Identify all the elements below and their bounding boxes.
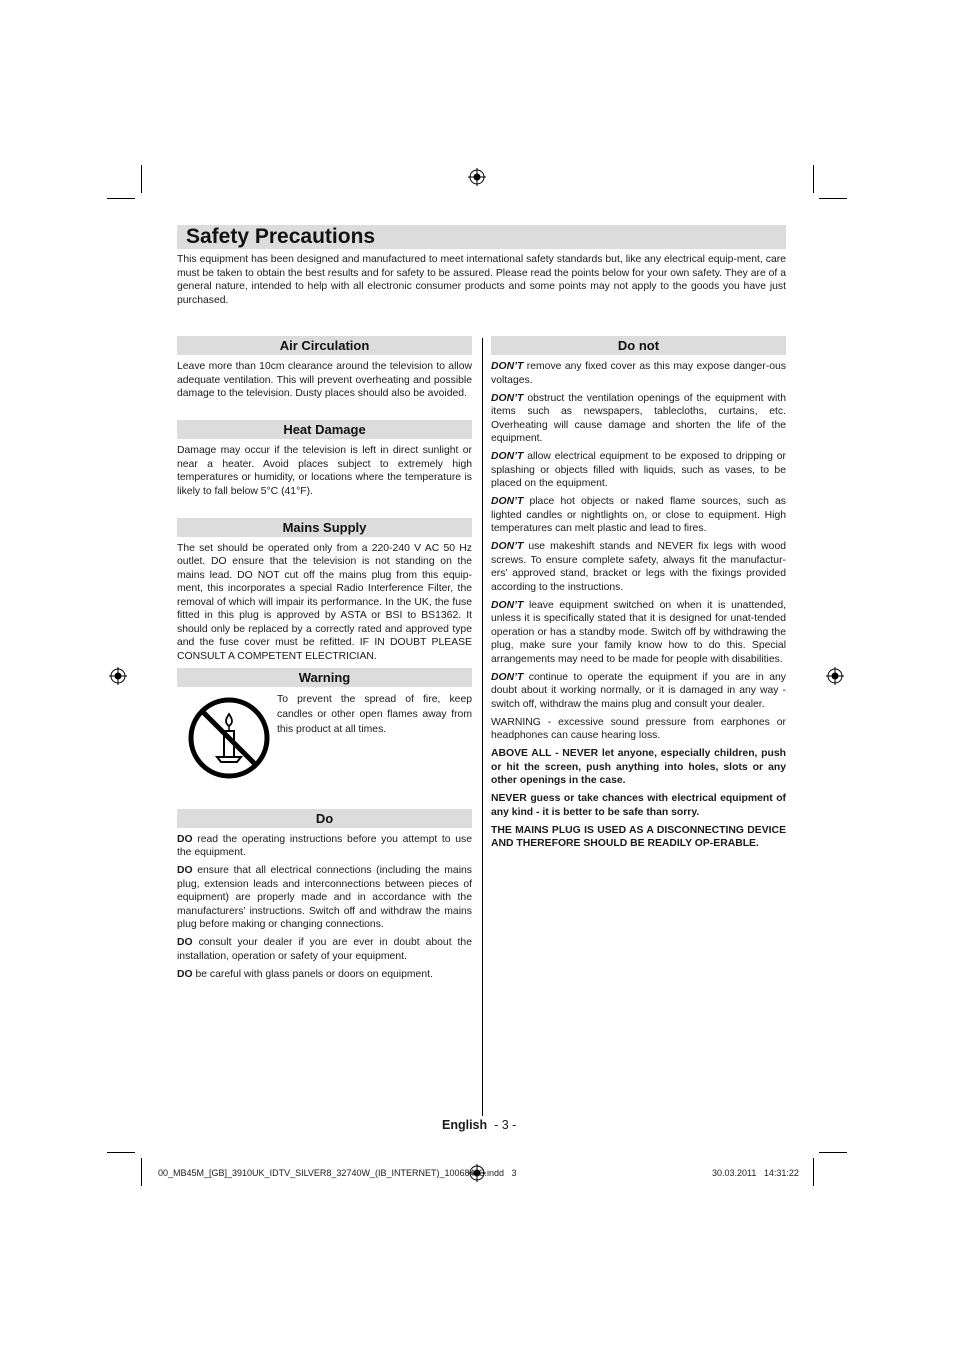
section-heading-do: Do [177,809,472,828]
crop-mark [107,198,135,199]
crop-mark [107,1152,135,1153]
registration-mark-icon [109,667,127,685]
page-title: Safety Precautions [186,225,376,248]
crop-mark [141,1158,142,1186]
dont-item: DON’T obstruct the ventilation openings of the equipment with items such as newspapers, tablecloths, curtains, etc. Overheating will cause damage and shorten the life of the equipment. [491,392,786,444]
do-item: DO ensure that all electrical connections (including the mains plug, extension leads and interconnections between pieces of equipment) are properly made and in accordance with the manufacturers’ instructions. Switch off and withdraw the mains plug before making or changing connections. [177,865,472,930]
mains-supply-text: The set should be operated only from a 220-240 V AC 50 Hz outlet. DO ensure that the television is not standing on the mains lead. DO NOT cut off the mains plug from this equip-ment, this incorporates a special Radio Interference Filter, the removal of which will impair its performance. In the UK, the fuse fitted in this plug is approved by ASTA or BSI to BS1362. It should only be replaced by a correctly rated and approved type and the fuse cover must be refitted. IF IN DOUBT PLEASE CONSULT A COMPETENT ELECTRICIAN. [177,542,472,662]
right-column [491,336,786,855]
print-date-time: 30.03.2011 14:31:22 [712,1168,799,1178]
dont-item: DON’T leave equipment switched on when it is unattended, unless it is specifically stated that it is designed for unat-tended operation or has a standby mode. Switch off by withdrawing the plug, make sure your family know how to do this. Special arrangements may need to be made for people with disabilities. [491,599,786,665]
crop-mark [813,165,814,193]
do-item: DO read the operating instructions before you attempt to use the equipment. [177,833,472,858]
registration-mark-icon [826,667,844,685]
registration-mark-icon [468,168,486,186]
page-title-bar [177,225,786,249]
above-all-text: ABOVE ALL - NEVER let anyone, especially children, push or hit the screen, push anything into holes, slots or any other openings in the case. [491,748,786,786]
dont-item: DON’T use makeshift stands and NEVER fix legs with wood screws. To ensure complete safety, always fit the manufactur-ers’ approved stand, bracket or legs with the fixings provided according to the instructions. [491,541,786,593]
section-heading-air-circulation: Air Circulation [177,336,472,355]
intro-paragraph: This equipment has been designed and manufactured to meet international safety standards but, like any electrical equip-ment, care must be taken to obtain the best results and for safety to be assured. Please read the points below for your own safety. They are of a general nature, intended to help with all electronic consumer products and some points may not apply to the goods you have just purchased. [177,254,786,306]
dont-keyword: DON’T [491,599,524,611]
section-heading-mains-supply: Mains Supply [177,518,472,537]
page-number: - 3 - [494,1118,517,1132]
dont-keyword: DON’T [491,541,524,552]
page-footer [442,1118,516,1133]
do-keyword: DO [177,865,193,876]
warning-text-wrap [277,692,472,785]
dont-keyword: DON’T [491,451,524,462]
do-keyword: DO [177,833,193,845]
mains-plug-text: THE MAINS PLUG IS USED AS A DISCONNECTING DEVICE AND THEREFORE SHOULD BE READILY OP-ERABLE. [491,824,786,849]
crop-mark [813,1158,814,1186]
dont-item: DON’T remove any fixed cover as this may expose danger-ous voltages. [491,361,786,386]
section-heading-heat-damage: Heat Damage [177,420,472,439]
warning-body [177,692,472,785]
no-open-flame-icon [187,696,271,780]
file-slug: 00_MB45M_[GB]_3910UK_IDTV_SILVER8_32740W_(IB_INTERNET)_10068433.indd 3 [158,1168,517,1178]
dont-keyword: DON’T [491,361,524,372]
column-divider [482,338,483,1116]
dont-item: DON’T allow electrical equipment to be exposed to dripping or splashing or objects filled with liquids, such as vases, to be placed on the equipment. [491,451,786,489]
dont-item: DON’T continue to operate the equipment if you are in any doubt about it working normally, or it is damaged in any way - switch off, withdraw the mains plug and consult your dealer. [491,671,786,710]
air-circulation-text: Leave more than 10cm clearance around the television to allow adequate ventilation. This will prevent overheating and possible damage to the television. Dusty places should also be avoided. [177,361,472,399]
hearing-warning-text: WARNING - excessive sound pressure from earphones or headphones can cause hearing loss. [491,716,786,741]
do-item: DO consult your dealer if you are ever in doubt about the installation, operation or safety of your equipment. [177,937,472,962]
heat-damage-text: Damage may occur if the television is left in direct sunlight or near a heater. Avoid places subject to extremely high temperatures or humidity, or locations where the temperature is likely to fall below 5°C (41°F). [177,445,472,497]
dont-keyword: DON’T [491,392,524,404]
never-guess-text: NEVER guess or take chances with electrical equipment of any kind - it is better to be safe than sorry. [491,793,786,818]
warning-text: To prevent the spread of fire, keep candles or other open flames away from this product at all times. [277,693,472,735]
section-heading-do-not: Do not [491,336,786,355]
crop-mark [819,198,847,199]
dont-keyword: DON’T [491,496,524,507]
do-item: DO be careful with glass panels or doors on equipment. [177,968,433,980]
warning-icon-wrap [177,692,277,785]
section-heading-warning: Warning [177,668,472,687]
do-keyword: DO [177,937,193,948]
footer-language: English [442,1118,488,1132]
crop-mark [141,165,142,193]
dont-item: DON’T place hot objects or naked flame sources, such as lighted candles or nightlights on, or close to equipment. High temperatures can melt plastic and lead to fires. [491,496,786,534]
do-keyword: DO [177,968,193,980]
dont-keyword: DON’T [491,671,524,683]
left-column [177,336,472,986]
crop-mark [819,1152,847,1153]
